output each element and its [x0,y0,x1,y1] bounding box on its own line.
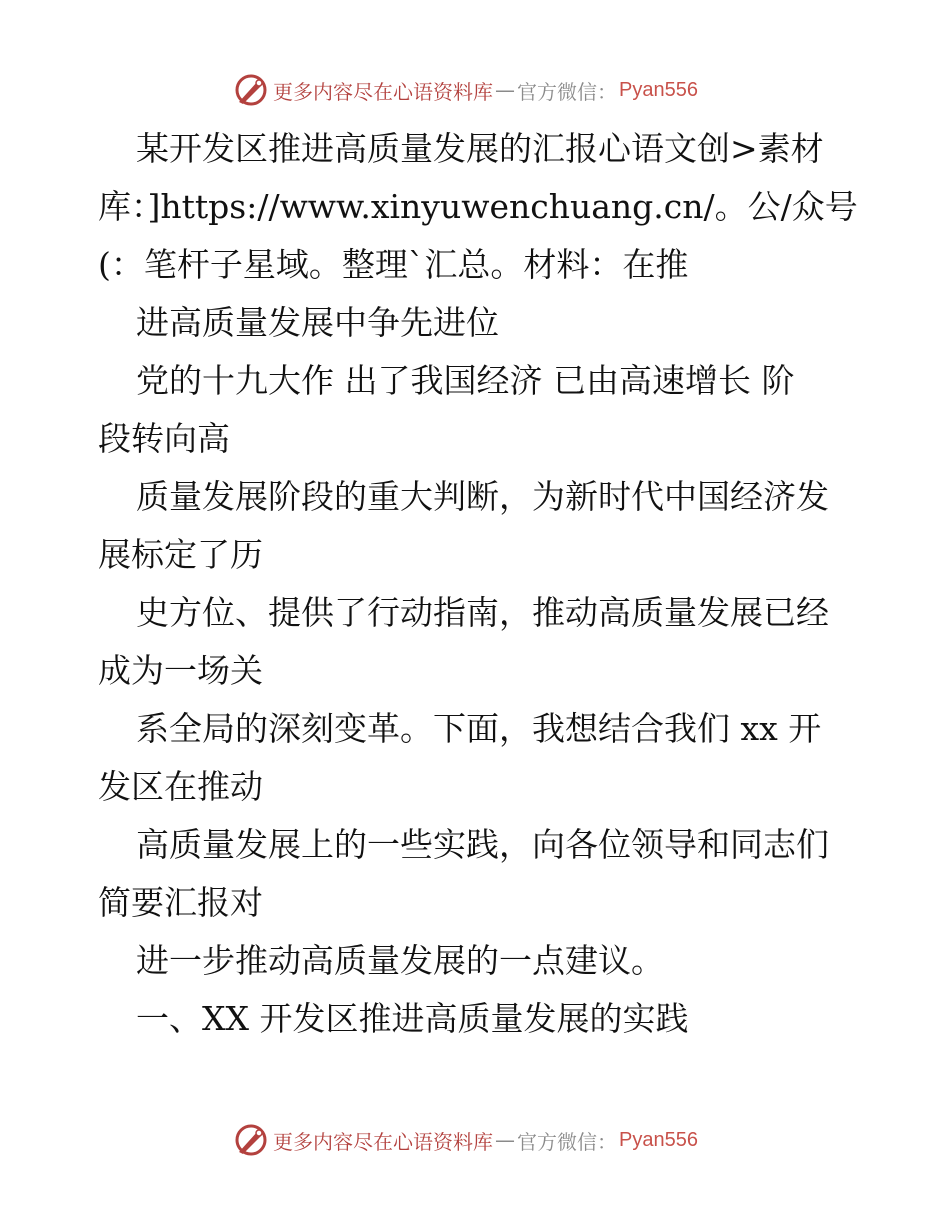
pen-logo-icon [233,1122,269,1158]
section-heading: 一、XX 开发区推进高质量发展的实践 [136,999,689,1038]
text-line: 高质量发展上的一些实践，向各位领导和同志们 [136,825,829,864]
text-line: 进一步推动高质量发展的一点建议。 [136,941,664,980]
footer-separator: — [495,1128,515,1152]
text-line: 史方位、提供了行动指南，推动高质量发展已经 [136,593,829,632]
text-line: 质量发展阶段的重大判断，为新时代中国经济发 [136,477,829,516]
header-separator: — [495,78,515,102]
header-wechat-id: Pyan556 [619,78,698,101]
header-slogan: 更多内容尽在心语资料库 [273,79,493,104]
text-line: 成为一场关 [98,651,263,690]
text-line: 库：]https://www.xinyuwenchuang.cn/。公/众号 [98,187,858,226]
header-wechat-label: 官方微信： [517,79,617,104]
text-line: 发区在推动 [98,767,263,806]
text-line: 某开发区推进高质量发展的汇报心语文创>素材 [136,129,824,168]
text-line: (：笔杆子星域。整理`汇总。材料：在推 [98,245,689,284]
text-line: 系全局的深刻变革。下面，我想结合我们 xx 开 [136,709,822,748]
footer-watermark-banner [0,1120,950,1160]
pen-logo-icon [233,72,269,108]
text-line: 进高质量发展中争先进位 [136,303,499,342]
footer-slogan: 更多内容尽在心语资料库 [273,1129,493,1154]
header-watermark-banner [0,70,950,110]
text-line: 段转向高 [98,419,230,458]
footer-wechat-id: Pyan556 [619,1128,698,1151]
text-line: 简要汇报对 [98,883,263,922]
text-line: 展标定了历 [98,535,263,574]
footer-wechat-label: 官方微信： [517,1129,617,1154]
text-line: 党的十九大作 出了我国经济 已由高速增长 阶 [136,361,795,400]
